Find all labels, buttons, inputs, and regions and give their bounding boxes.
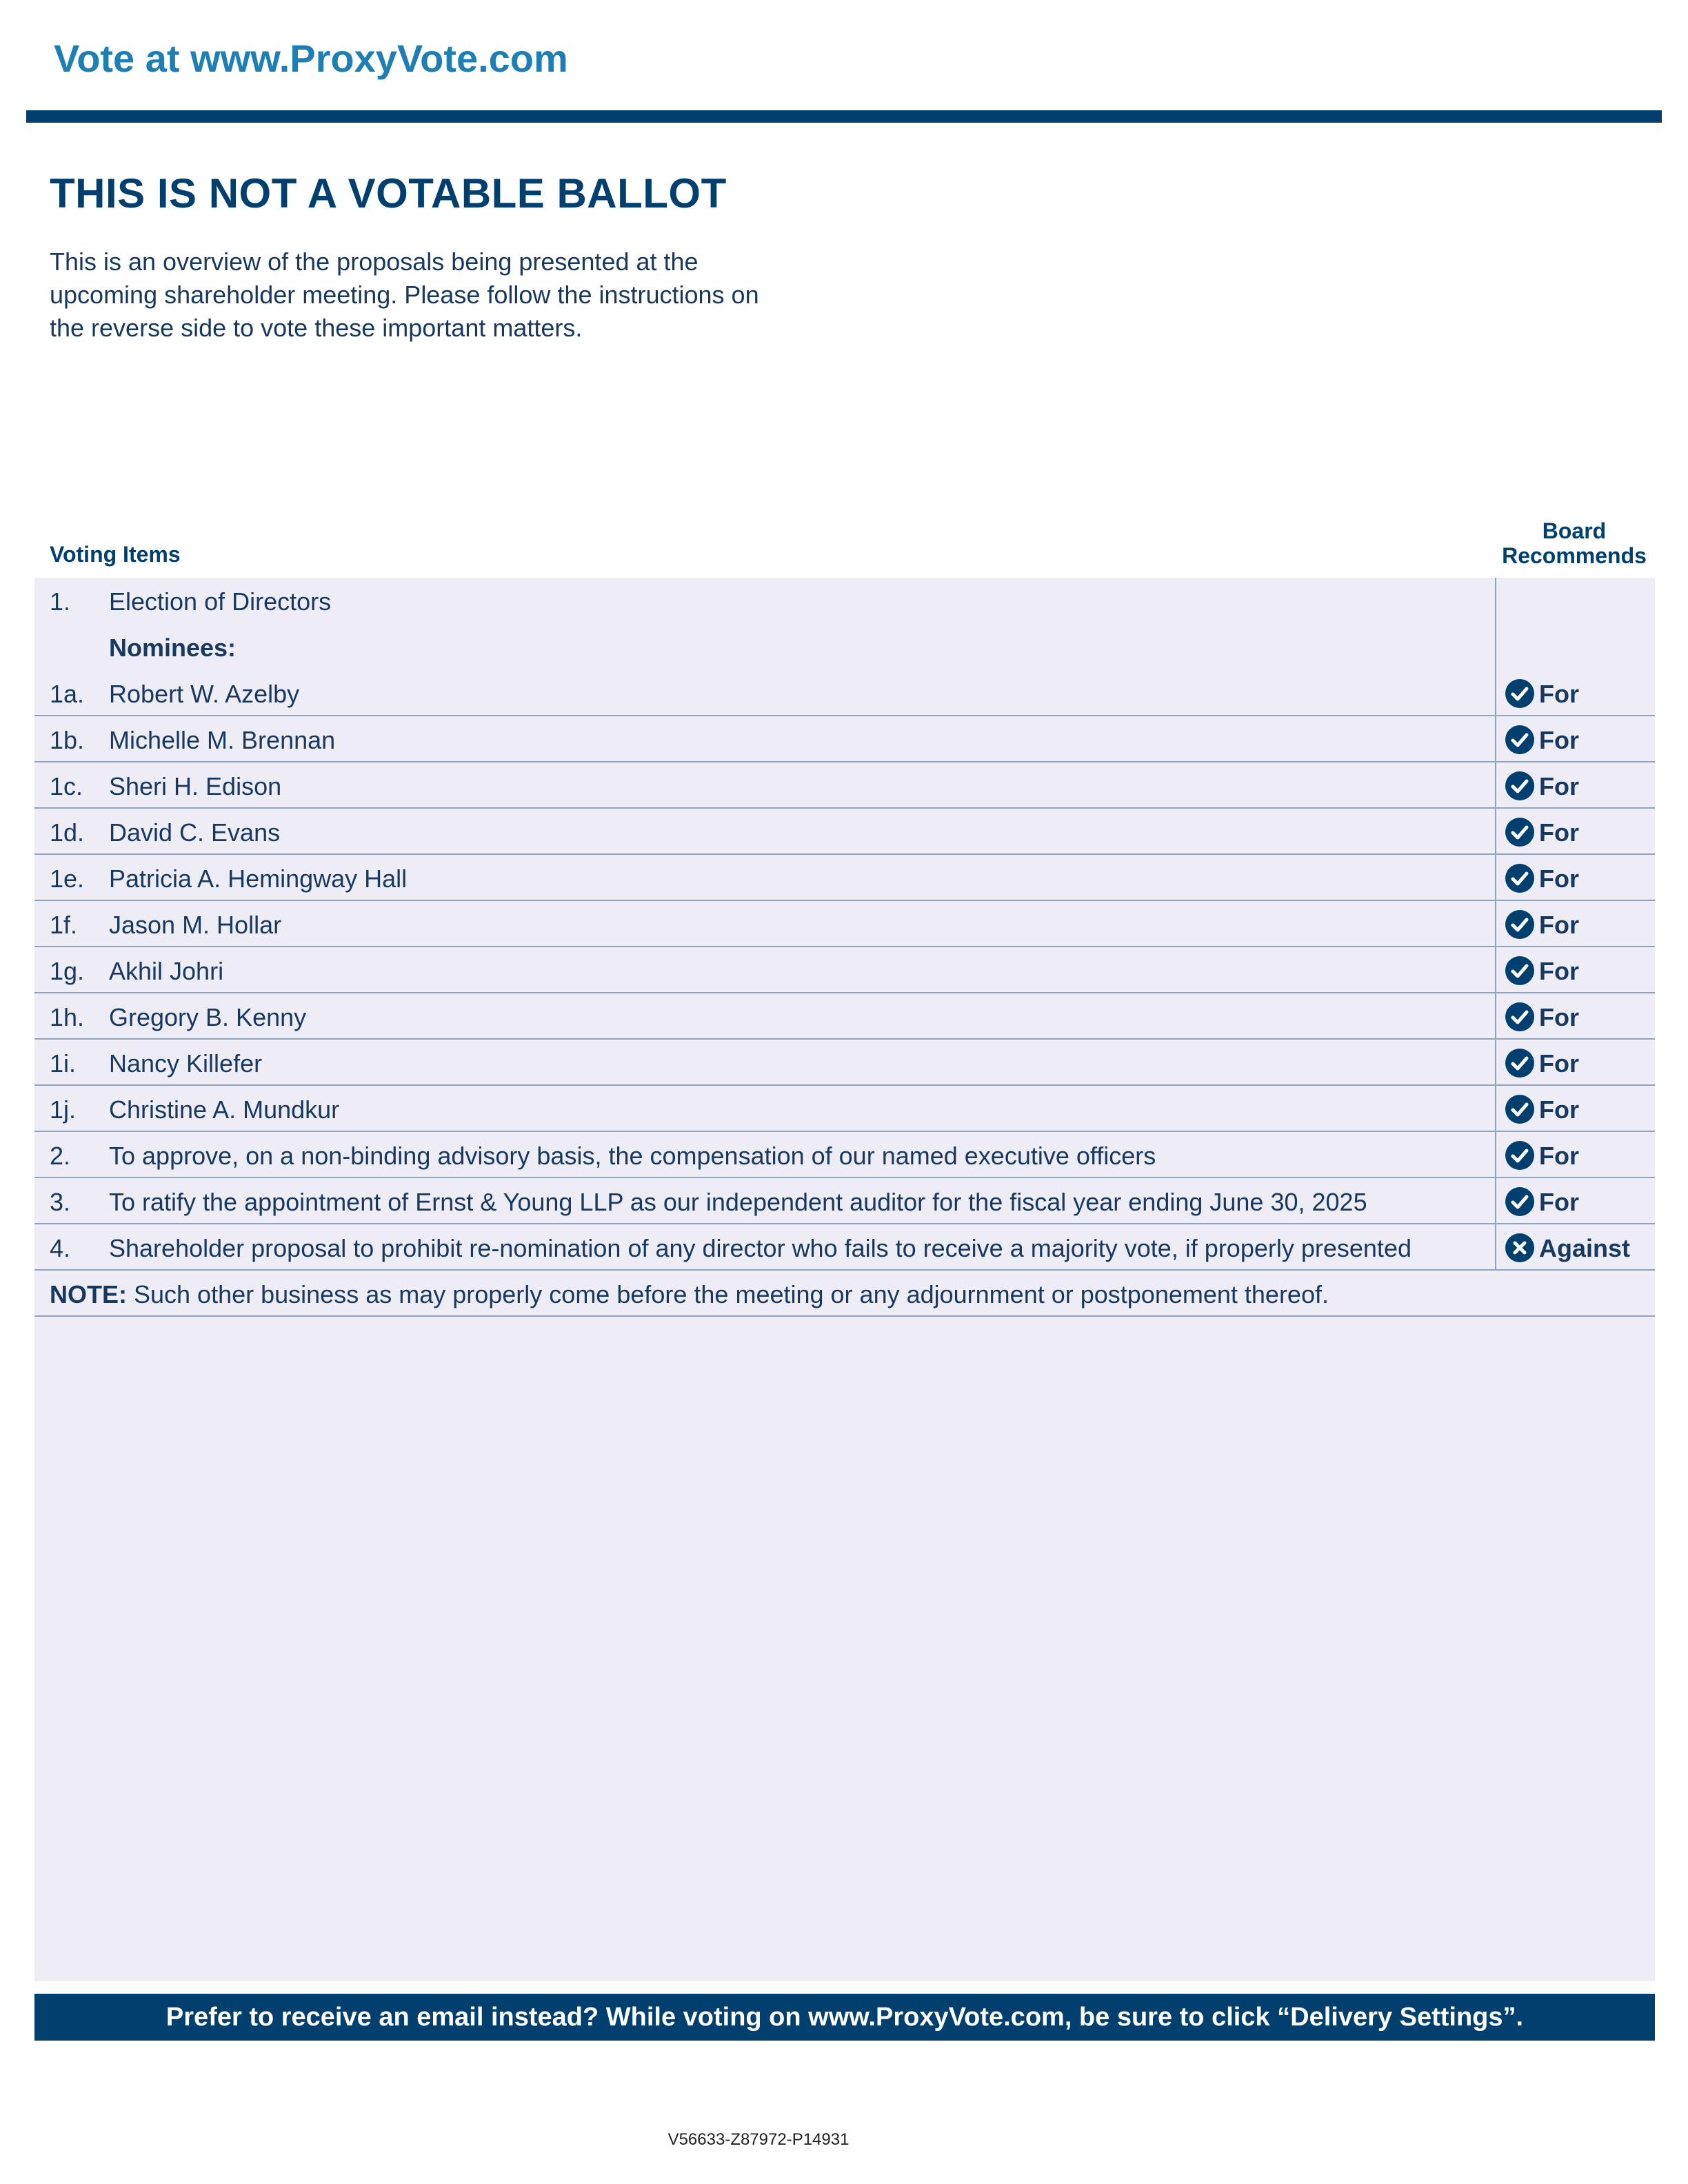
- item-text: Nancy Killefer: [109, 1049, 263, 1078]
- recommendation-label: For: [1539, 1003, 1579, 1031]
- page-title: THIS IS NOT A VOTABLE BALLOT: [50, 170, 727, 216]
- recommendation-label: For: [1539, 865, 1579, 893]
- intro-line: upcoming shareholder meeting. Please follow the instructions on: [50, 281, 759, 309]
- item-number: 1.: [50, 587, 71, 616]
- item-number: 1c.: [50, 772, 83, 800]
- recommendation-label: Against: [1539, 1234, 1631, 1262]
- item-number: 1h.: [50, 1003, 85, 1031]
- check-circle-icon: [1505, 863, 1535, 893]
- item-text: Patricia A. Hemingway Hall: [109, 865, 408, 893]
- board-recommends-header: [1481, 518, 1667, 568]
- table-row: [34, 1086, 1655, 1132]
- table-row: [34, 901, 1655, 947]
- table-row: [34, 1224, 1655, 1271]
- delivery-settings-banner: Prefer to receive an email instead? While voting on www.ProxyVote.com, be sure to click “Delivery Settings”.: [34, 1994, 1655, 2041]
- table-row: [34, 993, 1655, 1040]
- recommendation-cell: [1495, 809, 1655, 853]
- item-text: Michelle M. Brennan: [109, 726, 336, 754]
- intro-text: [50, 245, 850, 345]
- check-circle-icon: [1505, 1094, 1535, 1124]
- table-row: [34, 1040, 1655, 1086]
- x-circle-icon: [1505, 1233, 1535, 1263]
- check-circle-icon: [1505, 771, 1535, 801]
- item-text: Christine A. Mundkur: [109, 1095, 340, 1124]
- check-circle-icon: [1505, 1002, 1535, 1032]
- recommendation-label: For: [1539, 726, 1579, 754]
- recommendation-cell: [1495, 901, 1655, 946]
- recommendation-cell: [1495, 1086, 1655, 1131]
- item-number: 1g.: [50, 957, 85, 985]
- recommendation-cell: [1495, 1224, 1655, 1269]
- item-text: Gregory B. Kenny: [109, 1003, 307, 1031]
- recommendation-cell: [1495, 762, 1655, 807]
- check-circle-icon: [1505, 1140, 1535, 1171]
- table-row-note: [34, 1271, 1655, 1317]
- recommendation-cell: [1495, 855, 1655, 900]
- recommendation-cell-empty: [1495, 624, 1655, 670]
- item-number: 1f.: [50, 911, 78, 939]
- item-number: 1e.: [50, 865, 85, 893]
- recommendation-label: For: [1539, 1095, 1579, 1124]
- check-circle-icon: [1505, 1186, 1535, 1217]
- intro-line: This is an overview of the proposals being presented at the: [50, 247, 699, 276]
- check-circle-icon: [1505, 678, 1535, 709]
- item-number: 1i.: [50, 1049, 77, 1078]
- item-number: 1d.: [50, 818, 85, 847]
- recommendation-cell-empty: [1495, 578, 1655, 624]
- recommendation-cell: [1495, 1132, 1655, 1177]
- item-rows: [34, 670, 1655, 1271]
- recommendation-cell: [1495, 947, 1655, 992]
- note-text: [50, 1280, 1329, 1309]
- item-text: Election of Directors: [109, 587, 332, 616]
- item-number: 2.: [50, 1142, 71, 1170]
- note-body: Such other business as may properly come before the meeting or any adjournment or postponement thereof.: [127, 1280, 1329, 1308]
- item-text: To approve, on a non-binding advisory basis, the compensation of our named executive officers: [109, 1142, 1156, 1170]
- item-number: 1j.: [50, 1095, 77, 1124]
- table-row: [34, 670, 1655, 716]
- item-text: Sheri H. Edison: [109, 772, 282, 800]
- item-text: Akhil Johri: [109, 957, 224, 985]
- recommendation-label: For: [1539, 772, 1579, 800]
- board-header-line2: Recommends: [1502, 543, 1647, 568]
- recommendation-label: For: [1539, 1049, 1579, 1078]
- table-row-nominees-label: [34, 624, 1655, 670]
- table-row: [34, 809, 1655, 855]
- table-row: [34, 762, 1655, 809]
- voting-items-header: Voting Items: [50, 542, 181, 567]
- nominees-label: Nominees:: [109, 634, 237, 662]
- recommendation-label: For: [1539, 957, 1579, 985]
- item-number: 4.: [50, 1234, 71, 1262]
- recommendation-label: For: [1539, 818, 1579, 847]
- recommendation-cell: [1495, 716, 1655, 761]
- check-circle-icon: [1505, 909, 1535, 940]
- control-code: V56633-Z87972-P14931: [667, 2130, 850, 2149]
- check-circle-icon: [1505, 1048, 1535, 1078]
- table-row-election: [34, 578, 1655, 624]
- item-number: 1a.: [50, 680, 85, 708]
- item-text: David C. Evans: [109, 818, 281, 847]
- table-row: [34, 855, 1655, 901]
- note-label: NOTE:: [50, 1280, 127, 1308]
- check-circle-icon: [1505, 725, 1535, 755]
- recommendation-label: For: [1539, 911, 1579, 939]
- intro-line: the reverse side to vote these important matters.: [50, 314, 583, 342]
- item-number: 3.: [50, 1188, 71, 1216]
- item-number: 1b.: [50, 726, 85, 754]
- item-text: Robert W. Azelby: [109, 680, 300, 708]
- table-row: [34, 716, 1655, 762]
- table-row: [34, 947, 1655, 993]
- recommendation-cell: [1495, 1040, 1655, 1084]
- board-header-line1: Board: [1542, 518, 1607, 543]
- table-row: [34, 1178, 1655, 1224]
- check-circle-icon: [1505, 956, 1535, 986]
- voting-table: [34, 578, 1655, 1317]
- recommendation-cell: [1495, 1178, 1655, 1223]
- recommendation-cell: [1495, 993, 1655, 1038]
- item-text: Shareholder proposal to prohibit re-nomination of any director who fails to receive a majority vote, if properly presented: [109, 1234, 1411, 1262]
- recommendation-cell: [1495, 670, 1655, 715]
- recommendation-label: For: [1539, 1188, 1579, 1216]
- check-circle-icon: [1505, 817, 1535, 847]
- recommendation-label: For: [1539, 680, 1579, 708]
- item-text: Jason M. Hollar: [109, 911, 282, 939]
- vote-link[interactable]: Vote at www.ProxyVote.com: [54, 37, 568, 80]
- item-text: To ratify the appointment of Ernst & Young LLP as our independent auditor for the fiscal year ending June 30, 2025: [109, 1188, 1367, 1216]
- recommendation-label: For: [1539, 1142, 1579, 1170]
- table-row: [34, 1132, 1655, 1178]
- top-rule: [26, 110, 1662, 123]
